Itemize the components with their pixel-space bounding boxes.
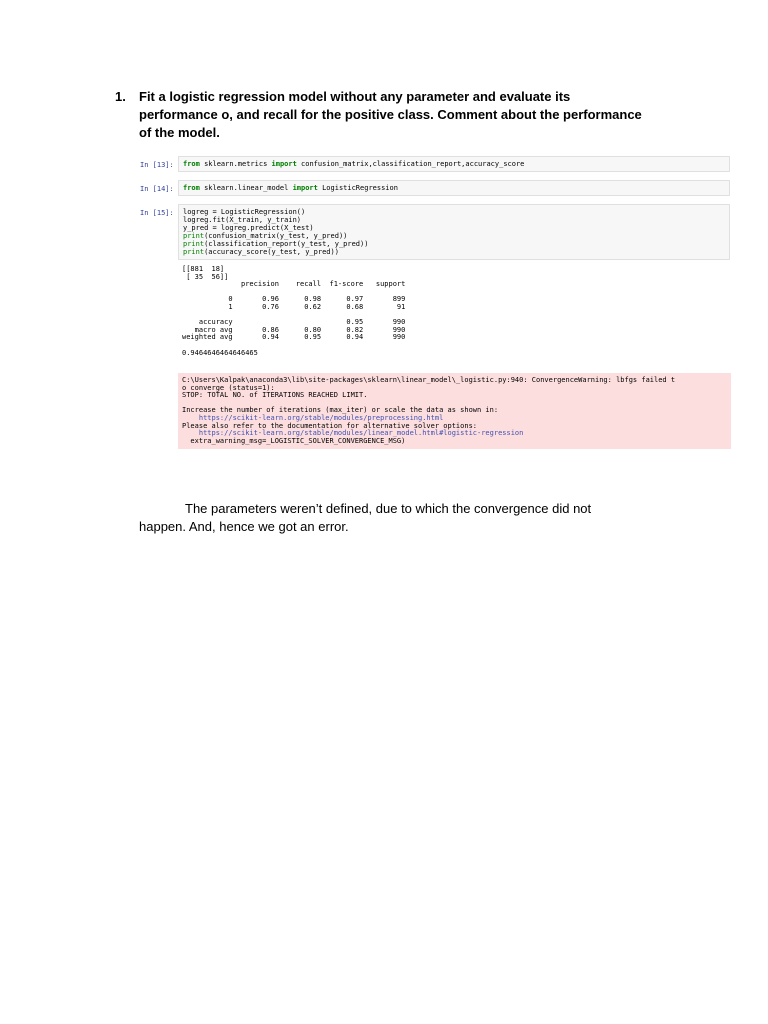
cell-prompt: In [13]: bbox=[140, 161, 174, 169]
report-row: 0 0.96 0.98 0.97 899 bbox=[182, 295, 406, 304]
code-cell-13 bbox=[140, 156, 730, 174]
code-input: logreg = LogisticRegression() logreg.fit(X_train, y_train) y_pred = logreg.predict(X_test) print(confusion_matrix(y_test, y_pred)) print(classification_report(y_test, y_pred)) print(accuracy_score(y_test, y_pred)) bbox=[178, 204, 730, 260]
question-line-3: of the model. bbox=[139, 125, 220, 140]
accuracy-score: 0.9464646464646465 bbox=[182, 348, 258, 357]
report-row: weighted avg 0.94 0.95 0.94 990 bbox=[182, 333, 406, 342]
link-preprocessing[interactable]: https://scikit-learn.org/stable/modules/preprocessing.html bbox=[198, 413, 444, 422]
answer-line-2: happen. And, hence we got an error. bbox=[139, 519, 349, 534]
answer-text bbox=[139, 500, 659, 536]
report-row: 1 0.76 0.62 0.68 91 bbox=[182, 302, 406, 311]
cell-prompt: In [15]: bbox=[140, 209, 174, 217]
code-cell-15 bbox=[140, 204, 730, 262]
cell-output bbox=[182, 266, 405, 357]
question-line-2: performance o, and recall for the positive class. Comment about the performance bbox=[139, 107, 642, 122]
code-input: from sklearn.linear_model import LogisticRegression bbox=[178, 180, 730, 196]
question bbox=[115, 88, 675, 142]
report-row: macro avg 0.86 0.80 0.82 990 bbox=[182, 325, 406, 334]
warning-output: C:\Users\Kalpak\anaconda3\lib\site-packages\sklearn\linear_model\_logistic.py:940: ConvergenceWarning: lbfgs failed t o converge (status=1): STOP: TOTAL NO. of ITERATIONS REACHED LIMIT. Increase the number of iterations (max_iter) or scale the data as shown in: https://scikit-learn.org/stable/modules/preprocessing.html Please also refer to the documentation for alternative solver options: https://scikit-learn.org/stable/modules/linear_model.html#logistic-regression extra_warning_msg=_LOGISTIC_SOLVER_CONVERGENCE_MSG) bbox=[178, 373, 731, 449]
cell-prompt: In [14]: bbox=[140, 185, 174, 193]
confusion-matrix-row: [ 35 56]] bbox=[182, 272, 229, 281]
answer-line-1: The parameters weren’t defined, due to which the convergence did not bbox=[185, 501, 592, 516]
confusion-matrix-row: [[881 18] bbox=[182, 265, 225, 273]
code-cell-14 bbox=[140, 180, 730, 198]
report-header: precision recall f1-score support bbox=[182, 280, 406, 289]
question-number: 1. bbox=[115, 89, 126, 104]
question-line-1: Fit a logistic regression model without any parameter and evaluate its bbox=[139, 89, 571, 104]
report-row: accuracy 0.95 990 bbox=[182, 318, 406, 327]
code-input: from sklearn.metrics import confusion_matrix,classification_report,accuracy_score bbox=[178, 156, 730, 172]
link-logistic-regression[interactable]: https://scikit-learn.org/stable/modules/linear_model.html#logistic-regression bbox=[198, 429, 524, 438]
